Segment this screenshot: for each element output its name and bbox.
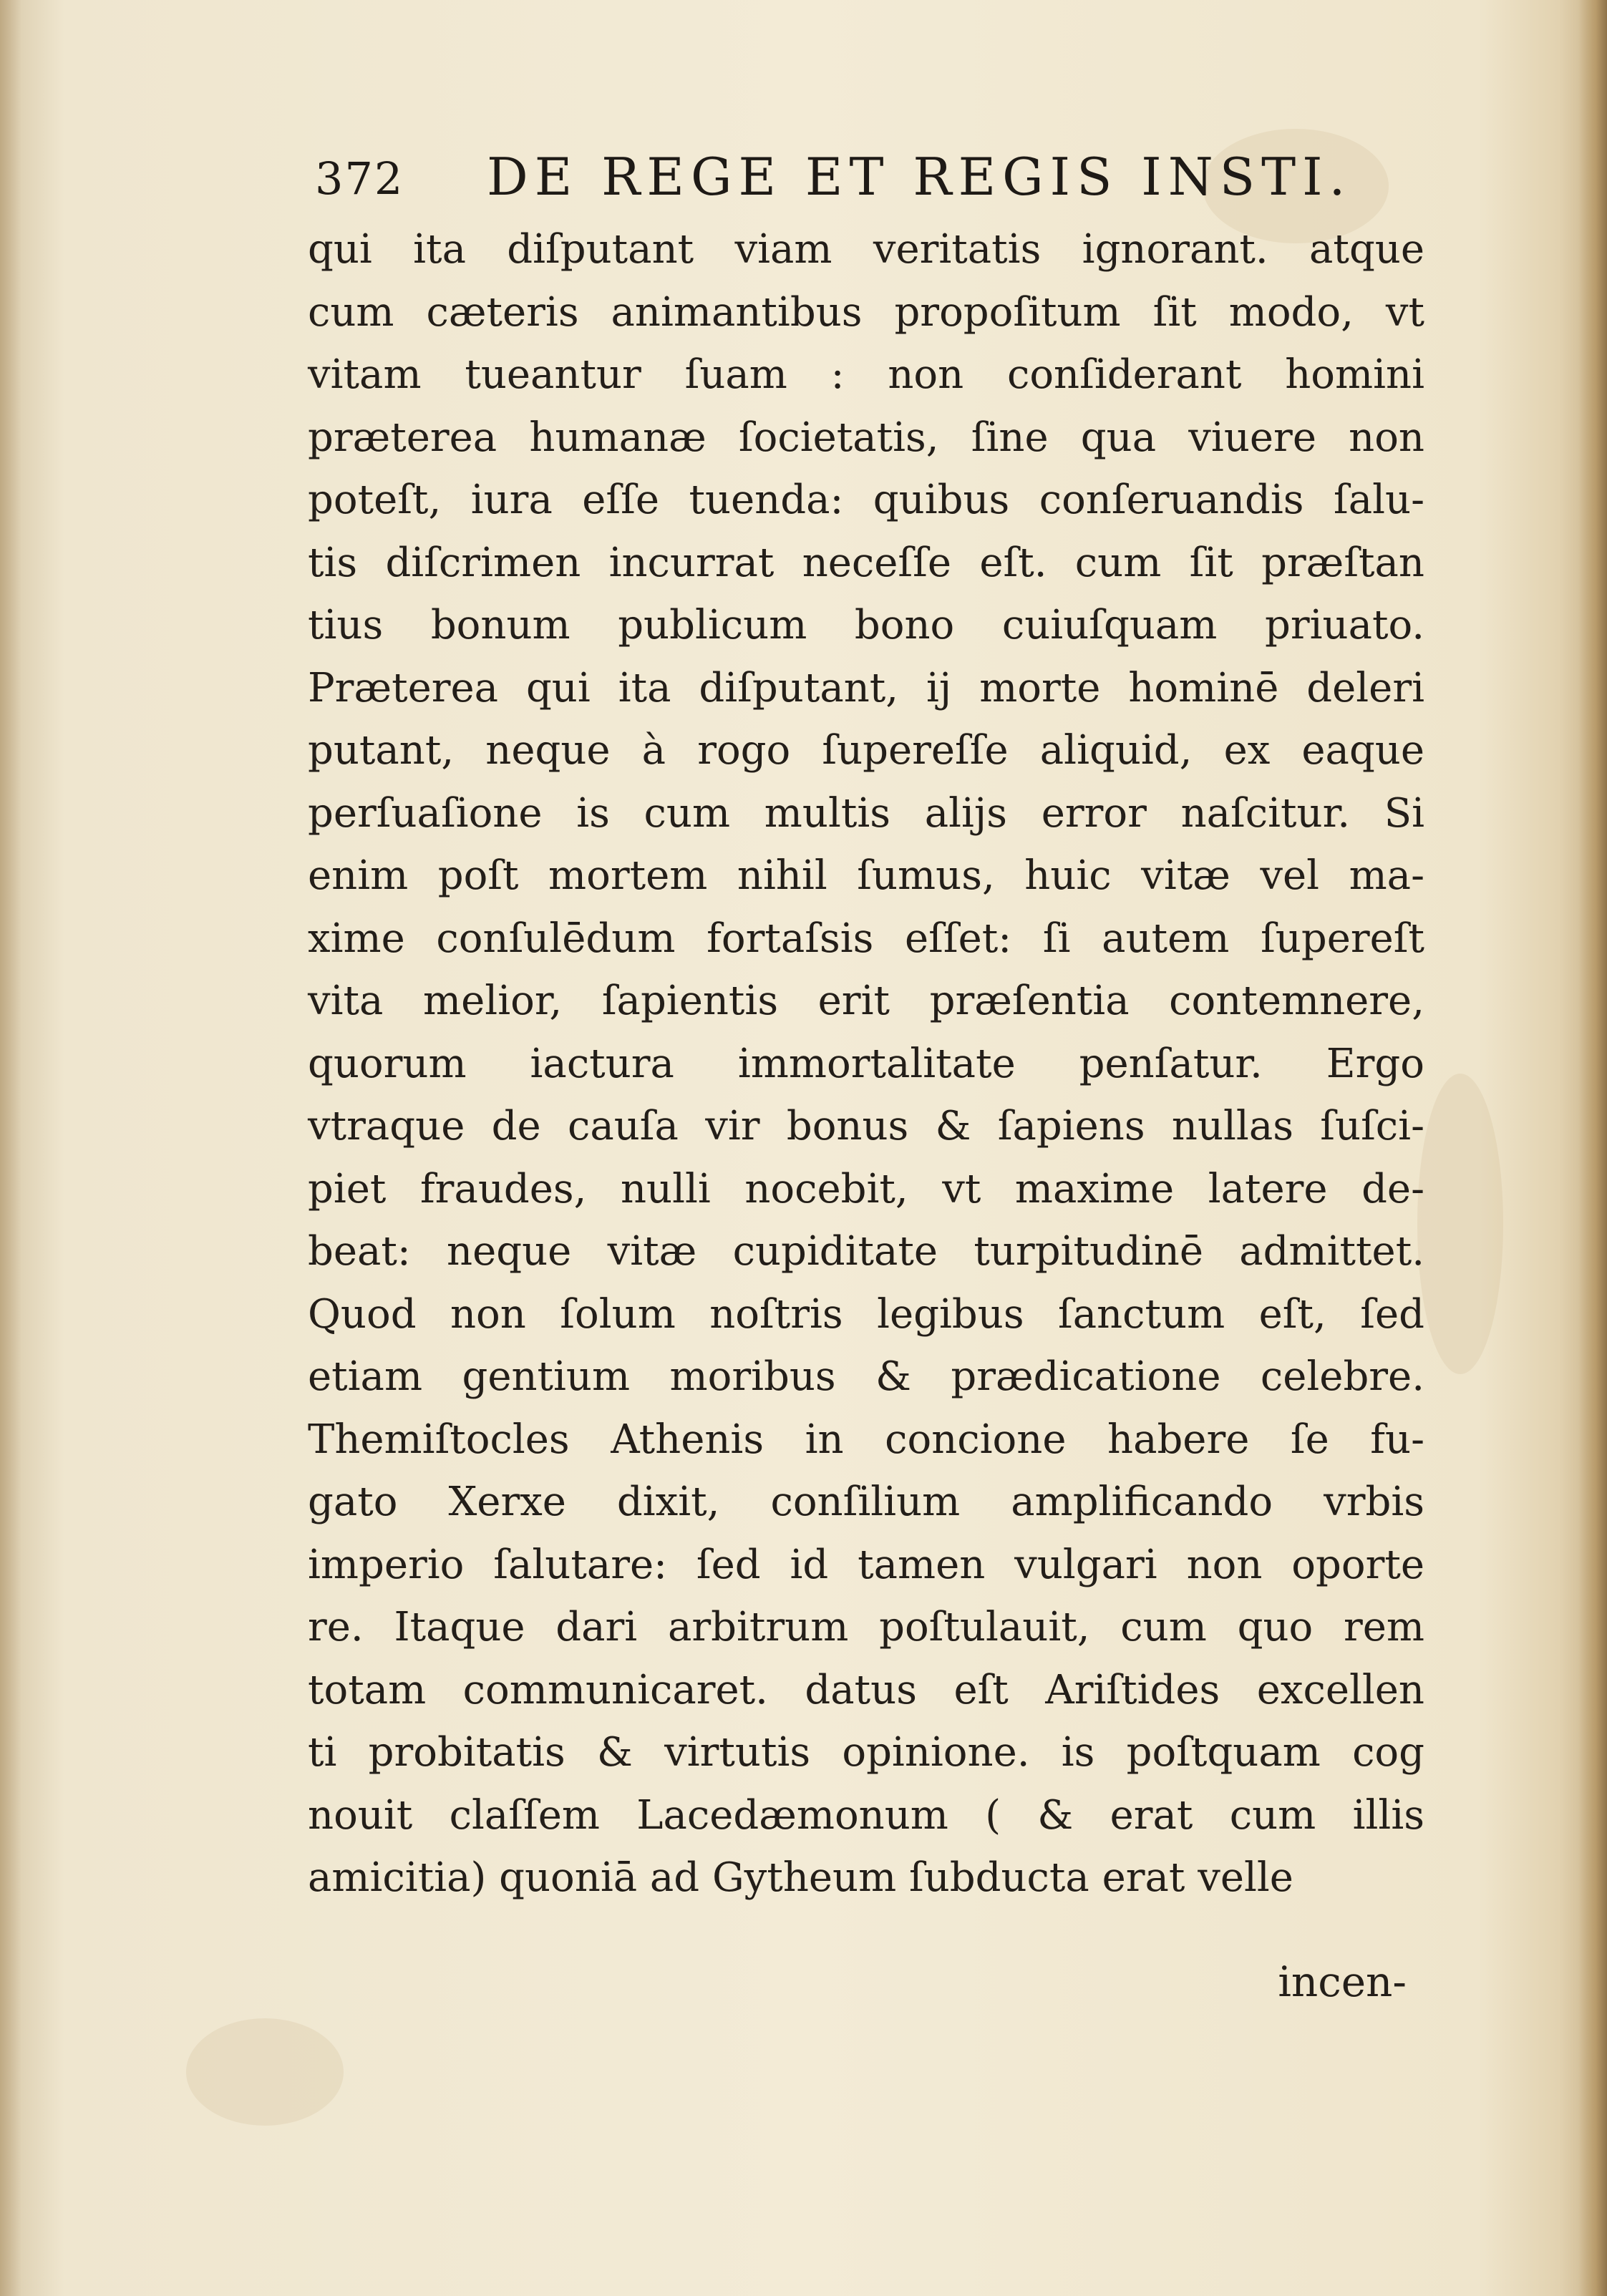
text-line: vtraque de cauſa vir bonus & ſapiens nullas ſuſci- (308, 1103, 1424, 1149)
text-line: Themiſtocles Athenis in concione habere ſe fu- (308, 1416, 1424, 1463)
catchword: incen- (1278, 1957, 1407, 2006)
page-number: 372 (315, 152, 404, 205)
text-line: gato Xerxe dixit, conſilium amplificando vrbis (308, 1479, 1424, 1525)
text-line: xime conſulēdum fortaſsis eſſet: ſi autem ſupereſt (308, 915, 1424, 962)
running-head: DE REGE ET REGIS INSTI. (487, 147, 1352, 207)
text-line: perſuaſione is cum multis alijs error naſcitur. Si (308, 789, 1424, 837)
text-line: vitam tueantur ſuam : non conſiderant homini (308, 351, 1424, 398)
text-line: tis diſcrimen incurrat neceſſe eſt. cum ſit præſtan (308, 539, 1424, 586)
text-line: Præterea qui ita diſputant, ij morte hominē deleri (308, 664, 1424, 711)
text-line: imperio ſalutare: ſed id tamen vulgari non oporte (308, 1541, 1424, 1588)
text-line: cum cæteris animantibus propoſitum ſit modo, vt (308, 288, 1424, 336)
text-line: etiam gentium moribus & prædicatione celebre. (308, 1353, 1424, 1400)
page-header (315, 147, 1417, 211)
body-text (308, 218, 1424, 1910)
text-line: Quod non ſolum noſtris legibus ſanctum eſt, ſed (308, 1290, 1424, 1338)
paper-stain (186, 2018, 344, 2126)
text-line: nouit claſſem Lacedæmonum ( & erat cum illis (308, 1791, 1424, 1839)
text-line: totam communicaret. datus eſt Ariſtides excellen (308, 1666, 1424, 1713)
page-left-edge-shadow (0, 0, 21, 2296)
text-line: beat: neque vitæ cupiditate turpitudinē admittet. (308, 1228, 1424, 1275)
text-line: piet fraudes, nulli nocebit, vt maxime latere de- (308, 1165, 1424, 1212)
text-line: quorum iactura immortalitate penſatur. Ergo (308, 1040, 1424, 1087)
text-line: ti probitatis & virtutis opinione. is poſtquam cog (308, 1729, 1424, 1776)
text-line: re. Itaque dari arbitrum poſtulauit, cum quo rem (308, 1604, 1424, 1650)
text-line: tius bonum publicum bono cuiuſquam priuato. (308, 602, 1424, 648)
page-right-edge-shadow (1578, 0, 1607, 2296)
text-line: vita melior, ſapientis erit præſentia contemnere, (308, 978, 1424, 1024)
text-line: poteſt, iura eſſe tuenda: quibus conſeruandis ſalu- (308, 477, 1424, 523)
text-line: amicitia) quoniā ad Gytheum ſubducta erat velle (308, 1854, 1293, 1901)
paper-stain (1417, 1074, 1503, 1374)
text-line: putant, neque à rogo ſupereſſe aliquid, ex eaque (308, 727, 1424, 774)
text-line: enim poſt mortem nihil ſumus, huic vitæ vel ma- (308, 852, 1424, 899)
text-line: præterea humanæ ſocietatis, ſine qua viuere non (308, 414, 1424, 461)
text-line: qui ita diſputant viam veritatis ignorant. atque (308, 226, 1424, 273)
